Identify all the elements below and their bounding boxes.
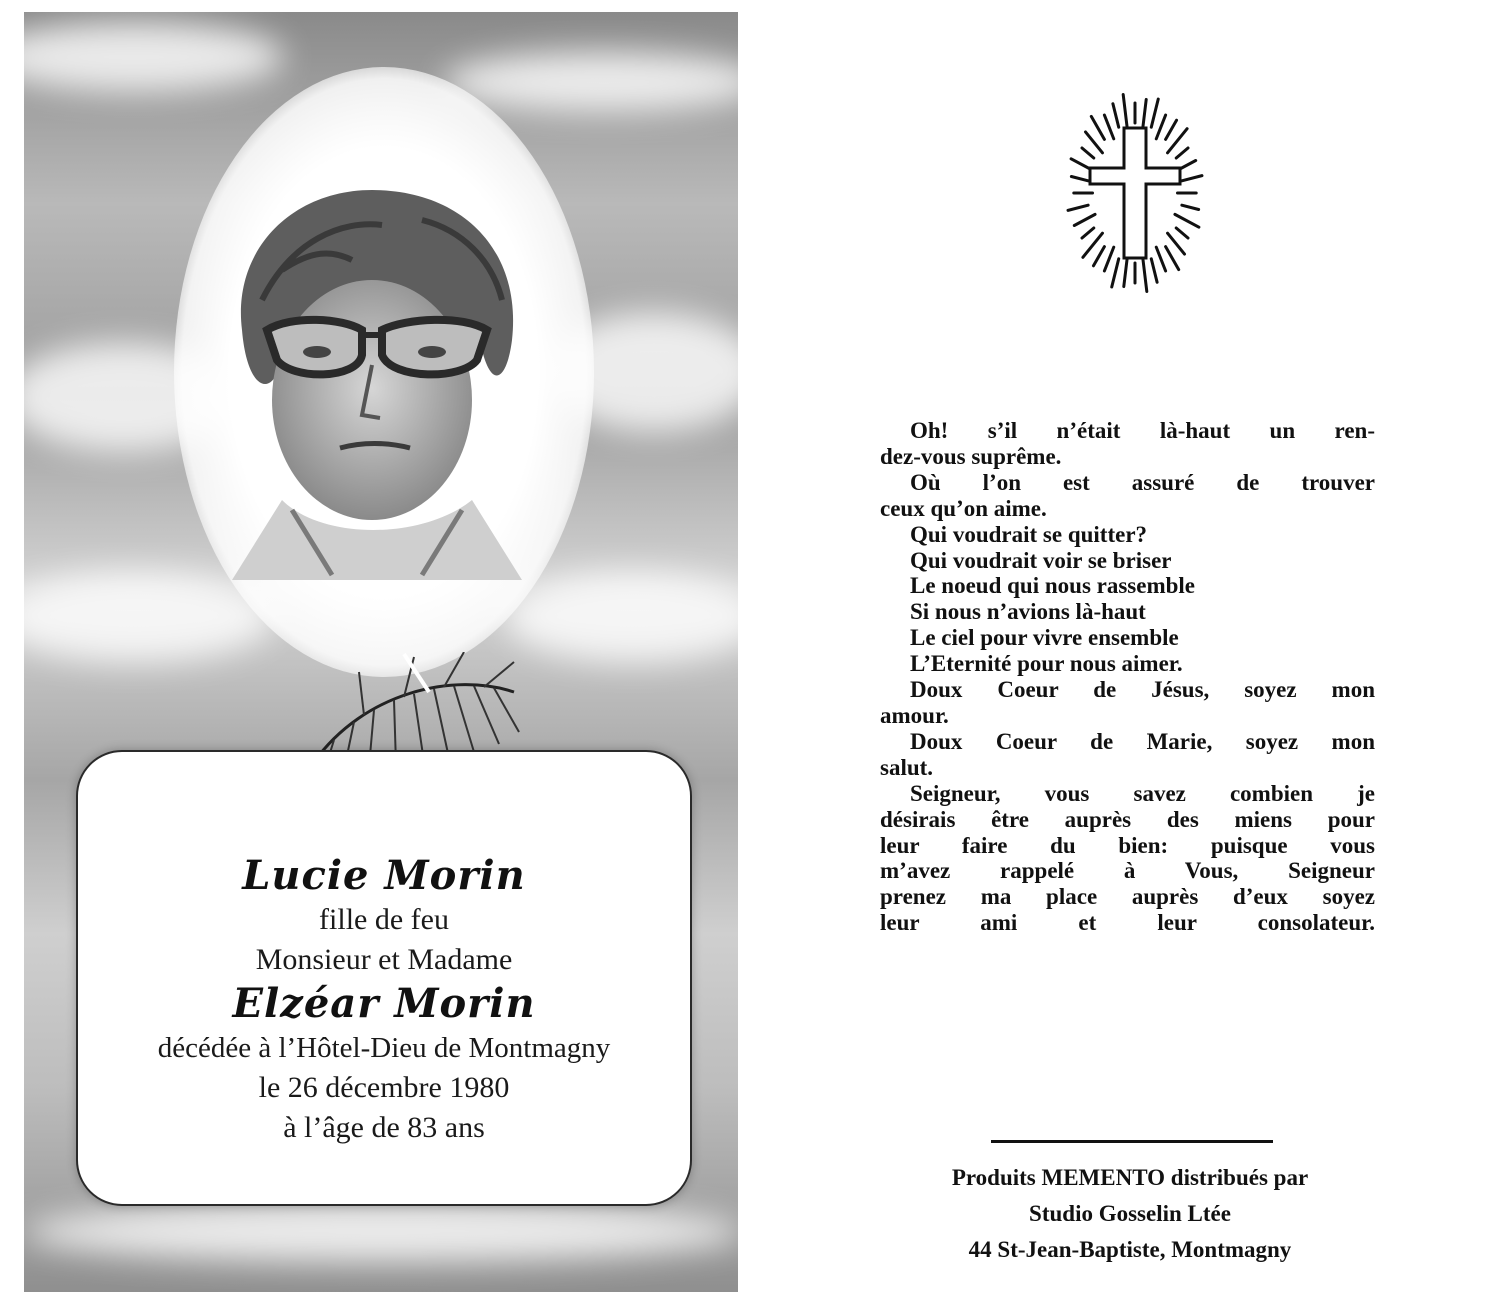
poem-line: Doux Coeur de Marie, soyez mon: [910, 728, 1375, 754]
cloud: [444, 52, 738, 112]
relation-line: fille de feu: [319, 903, 449, 936]
deceased-name: Lucie Morin: [242, 852, 526, 899]
cross-ray: [1071, 177, 1088, 181]
poem-line: Oh! s’il n’était là-haut un ren-: [910, 418, 1375, 443]
credits-line: Studio Gosselin Ltée: [1029, 1201, 1231, 1226]
radiant-cross-icon: [1060, 88, 1210, 298]
poem-line: désirais être auprès des miens pour: [880, 806, 1375, 832]
cross-ray: [1151, 259, 1157, 282]
cross-ray: [1176, 228, 1188, 238]
cross-ray: [1104, 115, 1113, 139]
cross-ray: [1104, 247, 1113, 271]
cross-ray: [1082, 148, 1094, 158]
cross-ray: [1093, 247, 1104, 266]
cross-ray: [1151, 99, 1158, 127]
poem-line: Le ciel pour vivre ensemble: [910, 625, 1179, 651]
cross-ray: [1168, 233, 1185, 254]
cloud: [24, 1202, 738, 1262]
cross-ray: [1113, 104, 1119, 127]
cross-ray: [1068, 205, 1088, 210]
cross-ray: [1156, 115, 1165, 139]
poem-line: Seigneur, vous savez combien je: [910, 780, 1375, 806]
cross-ray: [1123, 95, 1127, 132]
poem-line: salut.: [880, 754, 934, 780]
portrait-photo: [222, 180, 542, 580]
credits-line: Produits MEMENTO distribués par: [951, 1165, 1309, 1190]
poem-line: leur ami et leur consolateur.: [880, 910, 1375, 936]
death-place: décédée à l’Hôtel-Dieu de Montmagny: [157, 1032, 611, 1064]
poem-line: Doux Coeur de Jésus, soyez mon: [910, 677, 1375, 703]
memorial-photo-card: [24, 12, 738, 1292]
poem-line: Qui voudrait se quitter?: [910, 521, 1148, 547]
parents-line: Monsieur et Madame: [255, 943, 513, 976]
age-line: à l’âge de 83 ans: [283, 1111, 485, 1144]
father-name: Elzéar Morin: [232, 980, 536, 1027]
cross-ray: [1182, 205, 1199, 209]
poem-line: Le noeud qui nous rassemble: [910, 573, 1196, 599]
poem-line: dez-vous suprême.: [880, 443, 1062, 469]
poem: [880, 418, 1375, 936]
cross-ray: [1166, 247, 1179, 270]
nameplate: [76, 750, 692, 1206]
cross-ray: [1176, 148, 1188, 158]
cross-ray: [1142, 255, 1146, 292]
printer-credits: [880, 1160, 1380, 1268]
cross-ray: [1166, 120, 1177, 139]
poem-line: prenez ma place auprès d’eux soyez: [880, 884, 1375, 910]
death-date: le 26 décembre 1980: [258, 1071, 510, 1104]
cloud: [24, 22, 284, 92]
poem-line: Si nous n’avions là-haut: [910, 599, 1146, 625]
credits-line: 44 St-Jean-Baptiste, Montmagny: [968, 1237, 1292, 1262]
poem-line: ceux qu’on aime.: [880, 495, 1047, 521]
cross-ray: [1086, 132, 1103, 153]
cloud: [504, 572, 738, 662]
poem-line: Qui voudrait voir se briser: [910, 547, 1172, 573]
divider: [991, 1140, 1273, 1143]
poem-line: leur faire du bien: puisque vous: [880, 832, 1375, 858]
cross-ray: [1182, 176, 1202, 181]
poem-line: Où l’on est assuré de trouver: [910, 469, 1375, 495]
poem-line: L’Eternité pour nous aimer.: [910, 651, 1183, 677]
cross-ray: [1112, 259, 1119, 287]
poem-line: m’avez rappelé à Vous, Seigneur: [880, 858, 1375, 884]
cross-ray: [1091, 116, 1104, 139]
cross-ray: [1074, 214, 1095, 225]
cross-ray: [1156, 247, 1165, 271]
poem-line: amour.: [880, 702, 949, 728]
cross-ray: [1082, 228, 1094, 238]
cross-ray: [1175, 214, 1199, 227]
